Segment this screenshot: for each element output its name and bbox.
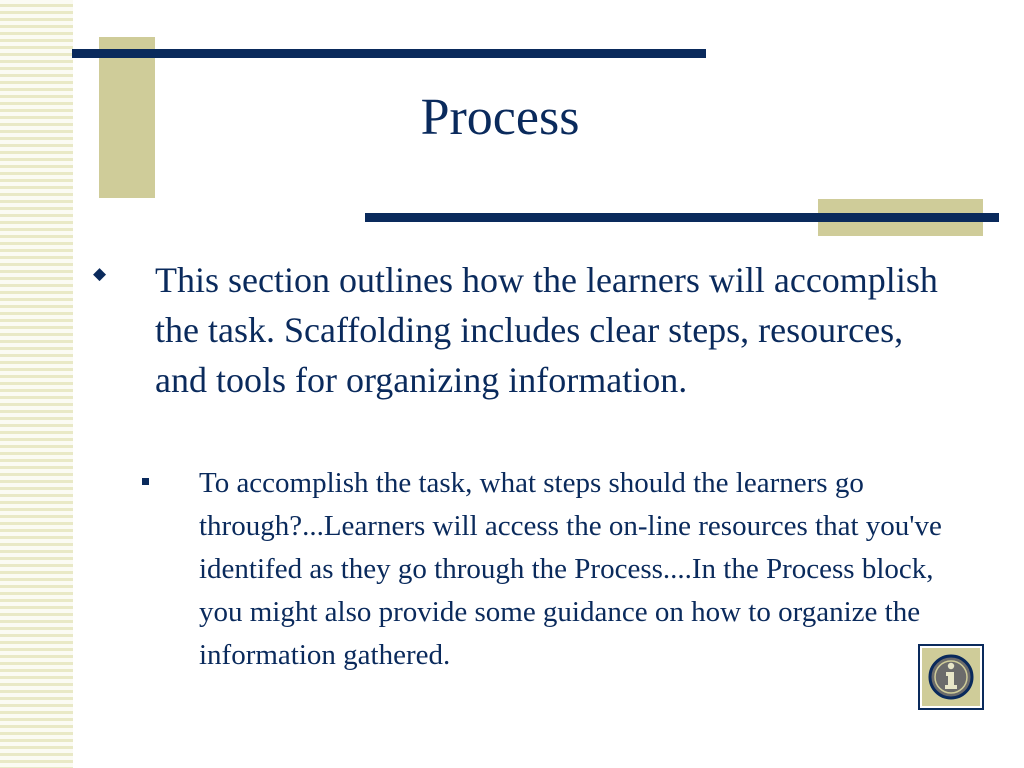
sub-bullet-text: To accomplish the task, what steps should the learners go through?...Learners will access the on-line resources that you've identifed as they go through the Process....In the Process block, you might also provide some guidance on how to organize the information gathered. (199, 467, 942, 671)
info-icon (926, 652, 976, 702)
slide-title: Process (420, 89, 580, 146)
diamond-bullet-icon: ◆ (93, 264, 107, 283)
main-bullet-text: This section outlines how the learners will accomplish the task. Scaffolding includes clear steps, resources, and tools for organizing information. (155, 260, 938, 400)
info-button[interactable] (920, 646, 982, 708)
decorative-top-rule (72, 49, 706, 58)
decorative-vertical-block (99, 37, 155, 198)
left-stripe-pattern (0, 0, 73, 768)
square-bullet-icon (142, 478, 149, 485)
decorative-bottom-rule (365, 213, 999, 222)
